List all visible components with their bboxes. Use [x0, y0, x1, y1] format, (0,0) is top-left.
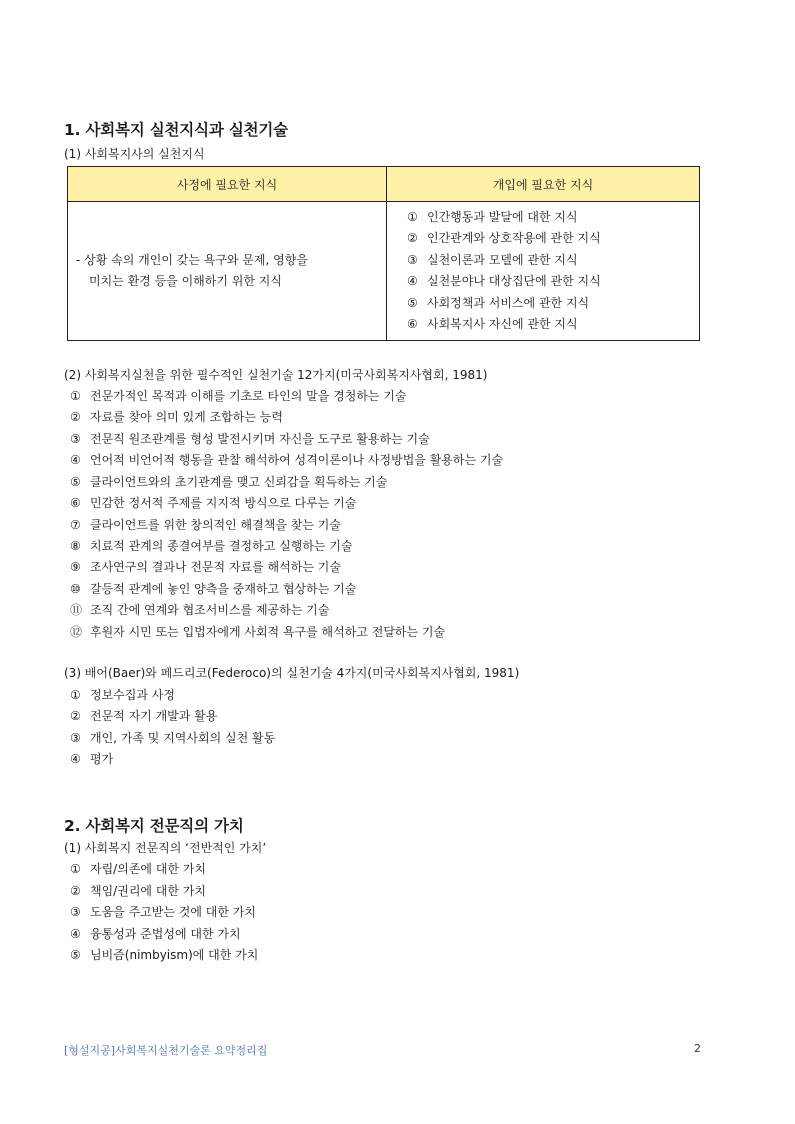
list-item: ③ 전문직 원조관계를 형성 발전시키며 자신을 도구로 활용하는 기술: [70, 432, 430, 446]
list-item: ⑥ 사회복지사 자신에 관한 지식: [407, 317, 578, 331]
list-item: ⑫ 후원자 시민 또는 입법자에게 사회적 욕구를 해석하고 전달하는 기술: [70, 625, 446, 639]
list-item: ⑧ 치료적 관계의 종결여부를 결정하고 실행하는 기술: [70, 539, 353, 553]
table-header-intervention: 개입에 필요한 지식: [387, 167, 700, 202]
list-item: ① 인간행동과 발달에 대한 지식: [407, 209, 578, 224]
knowledge-table: [67, 166, 700, 341]
list-item: ⑪ 조직 간에 연계와 협조서비스를 제공하는 기술: [70, 603, 330, 617]
list-item: ⑤ 클라이언트와의 초기관계를 맺고 신뢰감을 획득하는 기술: [70, 475, 388, 489]
list-item: ④ 실천분야나 대상집단에 관한 지식: [407, 274, 601, 288]
section-1-sub-3: (3) 배어(Baer)와 페드리코(Federoco)의 실천기술 4가지(미국사회복지사협회, 1981): [64, 666, 520, 680]
assessment-line-2: 미치는 환경 등을 이해하기 위한 지식: [89, 274, 282, 288]
list-item: ④ 평가: [70, 752, 114, 766]
intervention-knowledge-cell: [387, 202, 700, 341]
list-item: ⑨ 조사연구의 결과나 전문적 자료를 해석하는 기술: [70, 560, 341, 574]
list-item: ④ 융통성과 준법성에 대한 가치: [70, 927, 241, 941]
list-item: ② 전문적 자기 개발과 활용: [70, 709, 218, 723]
section-1-sub-1: (1) 사회복지사의 실천지식: [64, 147, 205, 161]
page-number: 2: [694, 1042, 701, 1055]
list-item: ① 정보수집과 사정: [70, 688, 175, 702]
list-item: ⑤ 님비즘(nimbyism)에 대한 가치: [70, 948, 259, 962]
list-item: ⑥ 민감한 정서적 주제를 지지적 방식으로 다루는 기술: [70, 496, 357, 510]
list-item: ③ 실천이론과 모델에 관한 지식: [407, 252, 578, 267]
footer-title: [형설지공]사회복지실천기술론 요약정리집: [64, 1044, 268, 1057]
list-item: ① 전문가적인 목적과 이해를 기초로 타인의 말을 경청하는 기술: [70, 389, 407, 403]
list-item: ① 자립/의존에 대한 가치: [70, 862, 207, 876]
list-item: ② 인간관계와 상호작용에 관한 지식: [407, 231, 601, 245]
list-item: ③ 개인, 가족 및 지역사회의 실천 활동: [70, 731, 276, 745]
list-item: ③ 도움을 주고받는 것에 대한 가치: [70, 905, 256, 919]
list-item: ⑩ 갈등적 관계에 놓인 양측을 중재하고 협상하는 기술: [70, 582, 357, 596]
list-item: ④ 언어적 비언어적 행동을 관찰 해석하여 성격이론이나 사정방법을 활용하는 기술: [70, 453, 504, 467]
assessment-line-1: - 상황 속의 개인이 갖는 욕구와 문제, 영향을: [76, 253, 308, 267]
section-1-sub-2: (2) 사회복지실천을 위한 필수적인 실천기술 12가지(미국사회복지사협회, 1981): [64, 368, 488, 382]
list-item: ② 자료를 찾아 의미 있게 조합하는 능력: [70, 410, 283, 424]
list-item: ⑦ 클라이언트를 위한 창의적인 해결책을 찾는 기술: [70, 518, 341, 532]
table-header-assessment: 사정에 필요한 지식: [68, 167, 387, 202]
section-2-sub-1: (1) 사회복지 전문직의 ‘전반적인 가치’: [64, 841, 267, 855]
assessment-knowledge-cell: [68, 202, 387, 341]
section-1-title: 1. 사회복지 실천지식과 실천기술: [64, 121, 288, 139]
list-item: ② 책임/권리에 대한 가치: [70, 884, 207, 898]
section-2-title: 2. 사회복지 전문직의 가치: [64, 817, 244, 835]
list-item: ⑤ 사회정책과 서비스에 관한 지식: [407, 295, 590, 310]
